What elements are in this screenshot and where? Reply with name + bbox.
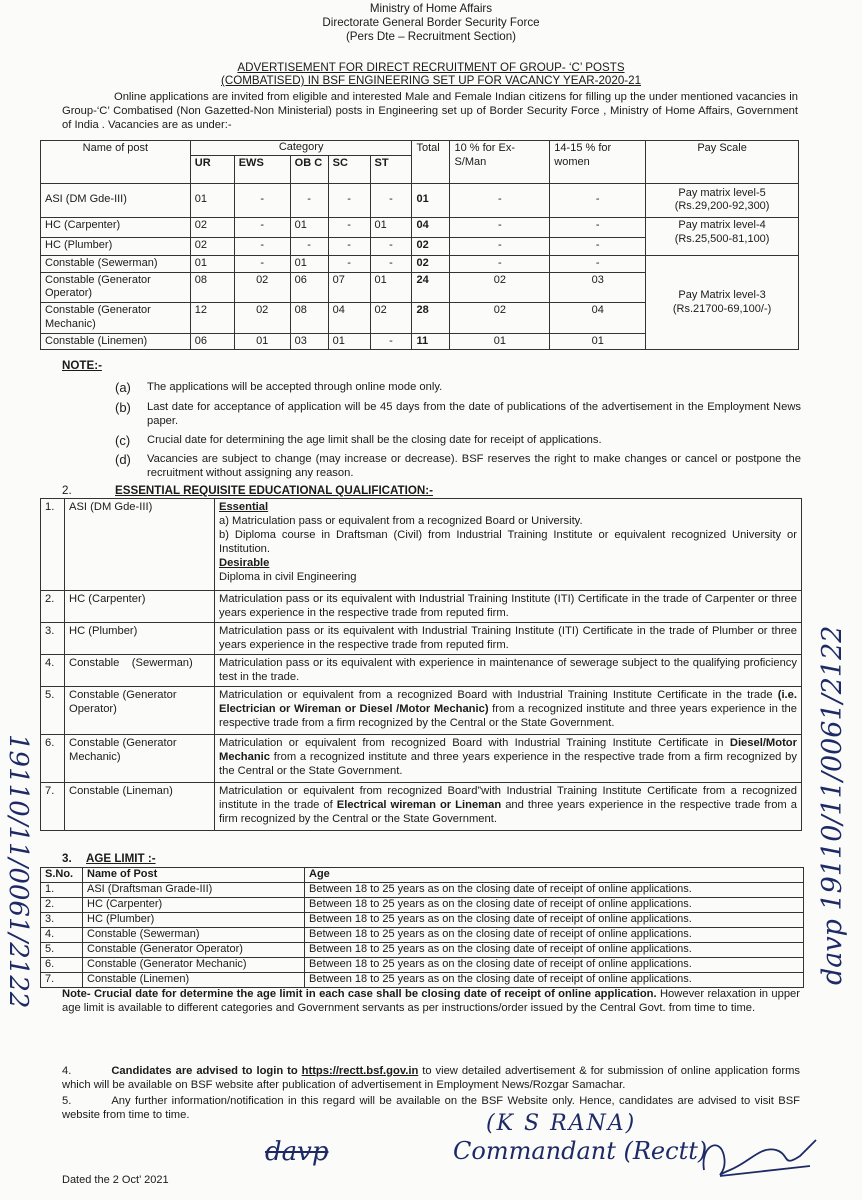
- qualification-cell: [215, 499, 802, 591]
- qual-text: Matriculation or equivalent from a recognized Board with Industrial Training Institute Certificate in the trade: [219, 689, 778, 701]
- ews-cell: -: [234, 217, 290, 237]
- post-cell: ASI (DM Gde-III): [41, 183, 191, 217]
- women-cell: -: [550, 183, 646, 217]
- obc-cell: 06: [290, 272, 328, 303]
- section-2-heading: ESSENTIAL REQUISITE EDUCATIONAL QUALIFICATION:-: [115, 484, 433, 497]
- table-row: [41, 687, 802, 735]
- sc-cell: 01: [328, 333, 370, 350]
- st-cell: -: [370, 237, 412, 255]
- sno-cell: 1.: [41, 883, 83, 898]
- qual-text: from a recognized institute and three years experience in the respective trade from a firm recognized by the Central or the State Government.: [219, 751, 797, 777]
- ur-cell: 12: [190, 303, 234, 334]
- sno-cell: 7.: [41, 783, 65, 831]
- ews-cell: -: [234, 255, 290, 272]
- women-cell: 04: [550, 303, 646, 334]
- post-cell: Constable (Linemen): [41, 333, 191, 350]
- table-row: [41, 943, 804, 958]
- ur-cell: 01: [190, 183, 234, 217]
- table-row: [41, 255, 799, 272]
- qualification-cell: [215, 735, 802, 783]
- p5-text: Any further information/notification in this regard will be available on the BSF Website only. Hence, candidates are advised to visit BSF website from time to time.: [62, 1095, 800, 1121]
- note-heading: NOTE:-: [62, 359, 102, 372]
- sc-cell: -: [328, 255, 370, 272]
- post-cell: Constable (Lineman): [65, 783, 215, 831]
- exsm-cell: -: [450, 183, 550, 217]
- table-row: [41, 735, 802, 783]
- ews-cell: -: [234, 183, 290, 217]
- age-cell: Between 18 to 25 years as on the closing date of receipt of online applications.: [305, 973, 804, 988]
- pay-level3-cell: Pay Matrix level-3 (Rs.21700-69,100/-): [646, 255, 799, 350]
- age-cell: Between 18 to 25 years as on the closing date of receipt of online applications.: [305, 958, 804, 973]
- ministry-line: Ministry of Home Affairs: [369, 2, 493, 15]
- age-note-bold: Note- Crucial date for determine the age limit in each case shall be closing date of receipt of online application.: [62, 988, 657, 1000]
- obc-cell: -: [290, 237, 328, 255]
- total-cell: 24: [412, 272, 450, 303]
- post-cell: HC (Carpenter): [41, 217, 191, 237]
- post-cell: Constable (Generator Mechanic): [65, 735, 215, 783]
- table-row: [41, 591, 802, 623]
- exsm-cell: -: [450, 255, 550, 272]
- note-item-d: [115, 452, 801, 482]
- col-category-header: Category: [190, 141, 412, 156]
- total-cell: 02: [412, 255, 450, 272]
- age-note-rest: However relaxation in upper age limit is available to different categories and Government servants as per instructions/order issued by the Central Govt. from time to time.: [62, 988, 800, 1014]
- qual-trade-bold: Electrical wireman or Lineman: [336, 799, 502, 811]
- col-total-header: Total: [412, 141, 450, 184]
- note-label: (c): [115, 433, 131, 448]
- post-cell: HC (Carpenter): [83, 898, 305, 913]
- table-row: [41, 623, 802, 655]
- col-sc-header: SC: [328, 155, 370, 183]
- sno-cell: 4.: [41, 928, 83, 943]
- table-row: [41, 217, 799, 237]
- women-cell: -: [550, 217, 646, 237]
- handwritten-name: (K S RANA): [486, 1111, 637, 1136]
- col-sno-header: S.No.: [41, 868, 83, 883]
- section-line: (Pers Dte – Recruitment Section): [345, 30, 517, 43]
- signature-icon: [690, 1126, 820, 1182]
- total-cell: 01: [412, 183, 450, 217]
- margin-handwriting-right: davp 19110/11/0061/2122: [817, 625, 848, 985]
- ur-cell: 06: [190, 333, 234, 350]
- ews-cell: 01: [234, 333, 290, 350]
- st-cell: -: [370, 255, 412, 272]
- exsm-cell: 02: [450, 303, 550, 334]
- exsm-cell: 01: [450, 333, 550, 350]
- col-ews-header: EWS: [234, 155, 290, 183]
- sc-cell: -: [328, 237, 370, 255]
- sno-cell: 4.: [41, 655, 65, 687]
- post-cell: ASI (Draftsman Grade-III): [83, 883, 305, 898]
- post-cell: Constable (Generator Operator): [65, 687, 215, 735]
- note-label: (d): [115, 452, 131, 467]
- st-cell: -: [370, 183, 412, 217]
- table-row: [41, 898, 804, 913]
- qualification-cell: [215, 687, 802, 735]
- pay-level5-cell: Pay matrix level-5 (Rs.29,200-92,300): [646, 183, 799, 217]
- sno-cell: 5.: [41, 943, 83, 958]
- col-ur-header: UR: [190, 155, 234, 183]
- pay-level4-cell: Pay matrix level-4 (Rs.25,500-81,100): [646, 217, 799, 255]
- obc-cell: 01: [290, 255, 328, 272]
- post-cell: HC (Plumber): [41, 237, 191, 255]
- col-exsm-header: 10 % for Ex-S/Man: [450, 141, 550, 184]
- essential-b: b) Diploma course in Draftsman (Civil) from Industrial Training Institute or equivalent recognized University or Institution.: [219, 529, 797, 555]
- qual-text: Matriculation or equivalent from recognized Board”with Industrial Training Institute Certificate from a recognized institute in the trade of: [219, 785, 797, 811]
- col-age-header: Age: [305, 868, 804, 883]
- obc-cell: 01: [290, 217, 328, 237]
- sc-cell: -: [328, 183, 370, 217]
- exsm-cell: 02: [450, 272, 550, 303]
- handwritten-initials: davp: [265, 1137, 329, 1167]
- sc-cell: 07: [328, 272, 370, 303]
- sno-cell: 7.: [41, 973, 83, 988]
- essential-a: a) Matriculation pass or equivalent from a recognized Board or University.: [219, 515, 583, 527]
- table-row: [41, 655, 802, 687]
- sno-cell: 6.: [41, 735, 65, 783]
- ews-cell: 02: [234, 272, 290, 303]
- post-cell: ASI (DM Gde-III): [65, 499, 215, 591]
- col-post-header: Name of post: [41, 141, 191, 184]
- obc-cell: -: [290, 183, 328, 217]
- note-item-c: [115, 433, 801, 449]
- ur-cell: 01: [190, 255, 234, 272]
- handwritten-designation: Commandant (Rectt): [453, 1137, 708, 1165]
- desirable-label: Desirable: [219, 557, 270, 569]
- note-item-b: [115, 400, 801, 430]
- table-row: [41, 499, 802, 591]
- sno-cell: 2.: [41, 591, 65, 623]
- exsm-cell: -: [450, 237, 550, 255]
- section-3-number: 3.: [62, 852, 72, 865]
- col-women-header: 14-15 % for women: [550, 141, 646, 184]
- table-row: [41, 973, 804, 988]
- section-2-number: 2.: [62, 484, 72, 497]
- note-text: Crucial date for determining the age limit shall be the closing date for receipt of applications.: [147, 434, 602, 446]
- col-post-header: Name of Post: [83, 868, 305, 883]
- total-cell: 02: [412, 237, 450, 255]
- note-label: (b): [115, 400, 131, 415]
- sno-cell: 6.: [41, 958, 83, 973]
- table-row: [41, 958, 804, 973]
- age-cell: Between 18 to 25 years as on the closing date of receipt of online applications.: [305, 913, 804, 928]
- table-row: [41, 913, 804, 928]
- table-row: [41, 883, 804, 898]
- sc-cell: -: [328, 217, 370, 237]
- post-cell: Constable (Sewerman): [83, 928, 305, 943]
- qual-text: from a recognized institute and three years experience in the respective trade from a firm recognized by the Central or the State Government.: [219, 703, 797, 729]
- ur-cell: 08: [190, 272, 234, 303]
- qualification-cell: [215, 783, 802, 831]
- intro-paragraph: Online applications are invited from eligible and interested Male and Female Indian citizens for filling up the under mentioned vacancies in Group-‘C’ Combatised (Non Gazetted-Non Ministerial) posts in Engineering set up of Border Security Force , Ministry of Home Affairs, Government of India . Vacancies are as under:-: [62, 91, 798, 131]
- desirable-text: Diploma in civil Engineering: [219, 571, 357, 583]
- sno-cell: 5.: [41, 687, 65, 735]
- ews-cell: 02: [234, 303, 290, 334]
- sno-cell: 3.: [41, 623, 65, 655]
- col-pay-header: Pay Scale: [646, 141, 799, 184]
- obc-cell: 03: [290, 333, 328, 350]
- age-cell: Between 18 to 25 years as on the closing date of receipt of online applications.: [305, 883, 804, 898]
- total-cell: 28: [412, 303, 450, 334]
- post-cell: Constable (Generator Mechanic): [41, 303, 191, 334]
- sno-cell: 1.: [41, 499, 65, 591]
- note-label: (a): [115, 380, 131, 395]
- post-cell: Constable (Linemen): [83, 973, 305, 988]
- advert-title-line2: (COMBATISED) IN BSF ENGINEERING SET UP FOR VACANCY YEAR-2020-21: [220, 74, 642, 87]
- post-cell: HC (Plumber): [65, 623, 215, 655]
- sno-cell: 2.: [41, 898, 83, 913]
- total-cell: 11: [412, 333, 450, 350]
- post-cell: HC (Carpenter): [65, 591, 215, 623]
- advert-title-line1: ADVERTISEMENT FOR DIRECT RECRUITMENT OF GROUP- ‘C’ POSTS: [237, 61, 625, 74]
- paragraph-5: [62, 1094, 800, 1122]
- age-limit-table: [40, 867, 804, 988]
- qualification-cell: Matriculation pass or its equivalent with Industrial Training Institute (ITI) Certificate in the trade of Plumber or three years experience in the respective trade from reputed firm.: [215, 623, 802, 655]
- age-cell: Between 18 to 25 years as on the closing date of receipt of online applications.: [305, 928, 804, 943]
- note-text: Last date for acceptance of application will be 45 days from the date of publications of the advertisement in the Employment News paper.: [147, 401, 801, 427]
- table-row: [41, 783, 802, 831]
- qual-trade-bold: (i.e. Electrician or Wireman or Diesel /Motor Mechanic): [219, 689, 797, 715]
- total-cell: 04: [412, 217, 450, 237]
- qualification-cell: Matriculation pass or its equivalent with Industrial Training Institute (ITI) Certificate in the trade of Carpenter or three years experience in the respective trade from reputed firm.: [215, 591, 802, 623]
- col-st-header: ST: [370, 155, 412, 183]
- note-item-a: [115, 380, 801, 396]
- st-cell: -: [370, 333, 412, 350]
- post-cell: Constable (Sewerman): [41, 255, 191, 272]
- qual-text: and three years experience in the respective trade from a firm recognized by the Central or the State Government.: [219, 799, 798, 825]
- p4-number: 4.: [62, 1065, 72, 1077]
- table-row: [41, 928, 804, 943]
- note-text: Vacancies are subject to change (may increase or decrease). BSF reserves the right to make changes or cancel or postpone the recruitment without assigning any reason.: [147, 453, 801, 479]
- qualification-table: [40, 498, 802, 831]
- st-cell: 01: [370, 272, 412, 303]
- post-cell: HC (Plumber): [83, 913, 305, 928]
- age-cell: Between 18 to 25 years as on the closing date of receipt of online applications.: [305, 898, 804, 913]
- post-cell: Constable (Generator Operator): [41, 272, 191, 303]
- essential-label: Essential: [219, 501, 269, 513]
- table-row: [41, 183, 799, 217]
- sno-cell: 3.: [41, 913, 83, 928]
- paragraph-4: [62, 1064, 800, 1092]
- ews-cell: -: [234, 237, 290, 255]
- bsf-recruitment-link[interactable]: https://rectt.bsf.gov.in: [301, 1065, 419, 1077]
- section-3-heading: AGE LIMIT :-: [86, 852, 156, 865]
- st-cell: 02: [370, 303, 412, 334]
- women-cell: 01: [550, 333, 646, 350]
- women-cell: 03: [550, 272, 646, 303]
- vacancy-table: [40, 140, 799, 350]
- margin-handwriting-left: 19110/11/0061/2122: [3, 734, 33, 1009]
- st-cell: 01: [370, 217, 412, 237]
- age-limit-note: [62, 987, 800, 1015]
- women-cell: -: [550, 237, 646, 255]
- qualification-cell: Matriculation pass or its equivalent with experience in maintenance of sewerage subject to the qualifying proficiency test in the trade.: [215, 655, 802, 687]
- sc-cell: 04: [328, 303, 370, 334]
- p4-bold: Candidates are advised to login to: [111, 1065, 302, 1077]
- ur-cell: 02: [190, 217, 234, 237]
- qual-trade-bold: Diesel/Motor Mechanic: [219, 737, 797, 763]
- dated-line: Dated the 2 Oct’ 2021: [62, 1174, 169, 1186]
- age-cell: Between 18 to 25 years as on the closing date of receipt of online applications.: [305, 943, 804, 958]
- note-text: The applications will be accepted through online mode only.: [147, 381, 443, 393]
- p4-rest: to view detailed advertisement & for submission of online application forms which will be available on BSF website after publication of advertisement in Employment News/Rozgar Samachar.: [62, 1065, 801, 1091]
- directorate-line: Directorate General Border Security Force: [322, 16, 540, 29]
- post-cell: Constable (Sewerman): [65, 655, 215, 687]
- post-cell: Constable (Generator Operator): [83, 943, 305, 958]
- p5-number: 5.: [62, 1095, 72, 1107]
- obc-cell: 08: [290, 303, 328, 334]
- exsm-cell: -: [450, 217, 550, 237]
- col-obc-header: OB C: [290, 155, 328, 183]
- post-cell: Constable (Generator Mechanic): [83, 958, 305, 973]
- women-cell: -: [550, 255, 646, 272]
- qual-text: Matriculation or equivalent from recognized Board with Industrial Training Institute Certificate in: [219, 737, 730, 749]
- ur-cell: 02: [190, 237, 234, 255]
